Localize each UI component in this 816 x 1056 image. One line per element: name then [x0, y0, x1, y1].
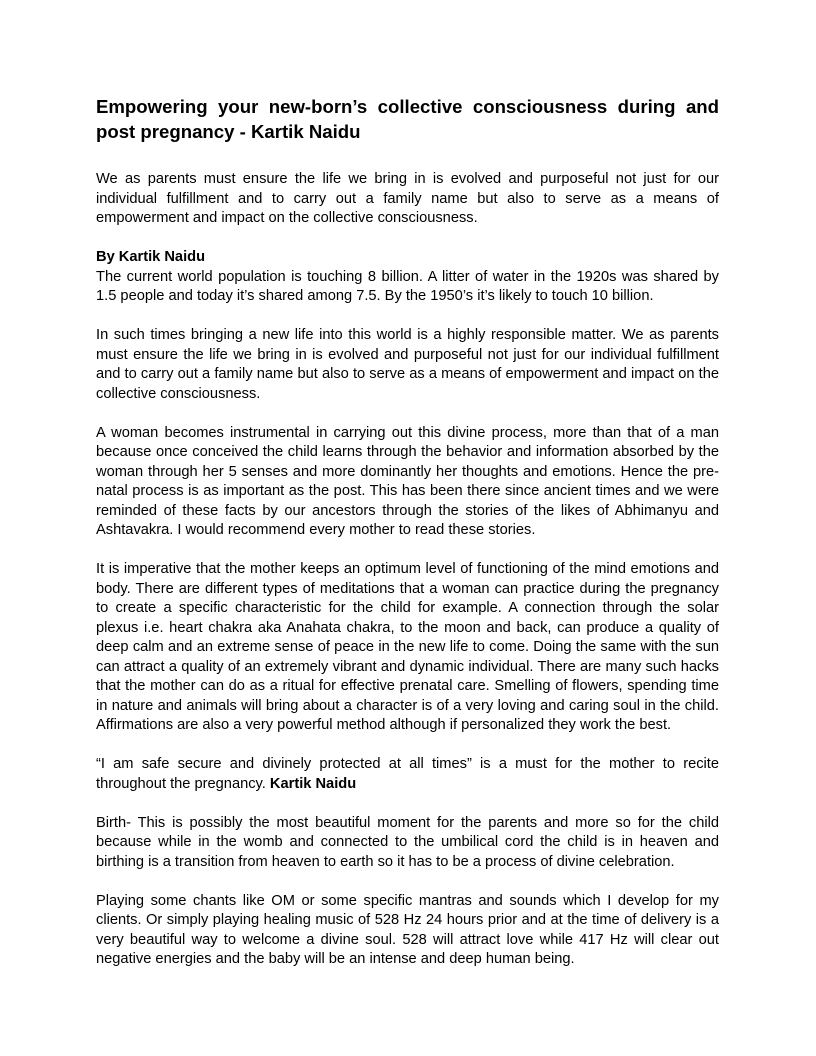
population-paragraph: The current world population is touching 8 billion. A litter of water in the 1920s was shared by 1.5 people and today it’s shared among 7.5. By the 1950’s it’s likely to touch 10 billion.: [96, 268, 719, 304]
byline-section: [96, 248, 719, 307]
meditation-paragraph: It is imperative that the mother keeps an optimum level of functioning of the mind emotions and body. There are different types of meditations that a woman can practice during the pregnancy to create a specific characteristic for the child for example. A connection through the solar plexus i.e. heart chakra aka Anahata chakra, to the moon and back, can produce a quality of deep calm and an extreme sense of peace in the new life to come. Doing the same with the sun can attract a quality of an extremely vibrant and dynamic individual. There are many such hacks that the mother can do as a ritual for effective prenatal care. Smelling of flowers, spending time in nature and animals will bring about a character is of a very loving and caring soul in the child. Affirmations are also a very powerful method although if personalized they work the best.: [96, 561, 719, 733]
article-title: Empowering your new-born’s collective consciousness during and post pregnancy - Kartik Naidu: [96, 96, 719, 142]
chants-paragraph: Playing some chants like OM or some specific mantras and sounds which I develop for my clients. Or simply playing healing music of 528 Hz 24 hours prior and at the time of delivery is a very beautiful way to welcome a divine soul. 528 will attract love while 417 Hz will clear out negative energies and the baby will be an intense and deep human being.: [96, 892, 719, 967]
woman-role-paragraph: A woman becomes instrumental in carrying out this divine process, more than that of a man because once conceived the child learns through the behavior and information absorbed by the woman through her 5 senses and more dominantly her thoughts and emotions. Hence the pre-natal process is as important as the post. This has been there since ancient times and we were reminded of these facts by our ancestors through the stories of the likes of Abhimanyu and Ashtavakra. I would recommend every mother to read these stories.: [96, 424, 719, 538]
birth-paragraph: Birth- This is possibly the most beautiful moment for the parents and more so for the child because while in the womb and connected to the umbilical cord the child is in heaven and birthing is a transition from heaven to earth so it has to be a process of divine celebration.: [96, 814, 719, 870]
intro-paragraph: We as parents must ensure the life we bring in is evolved and purposeful not just for our individual fulfillment and to carry out a family name but also to serve as a means of empowerment and impact on the collective consciousness.: [96, 171, 719, 226]
affirmation-paragraph: [96, 755, 719, 794]
affirmation-text: “I am safe secure and divinely protected at all times” is a must for the mother to recite throughout the pregnancy.: [96, 756, 719, 792]
affirmation-author: Kartik Naidu: [269, 775, 357, 792]
responsibility-paragraph: In such times bringing a new life into this world is a highly responsible matter. We as parents must ensure the life we bring in is evolved and purposeful not just for our individual fulfillment and to carry out a family name but also to serve as a means of empowerment and impact on the collective consciousness.: [96, 327, 719, 402]
byline: By Kartik Naidu: [96, 249, 206, 265]
document-page: [96, 94, 719, 989]
